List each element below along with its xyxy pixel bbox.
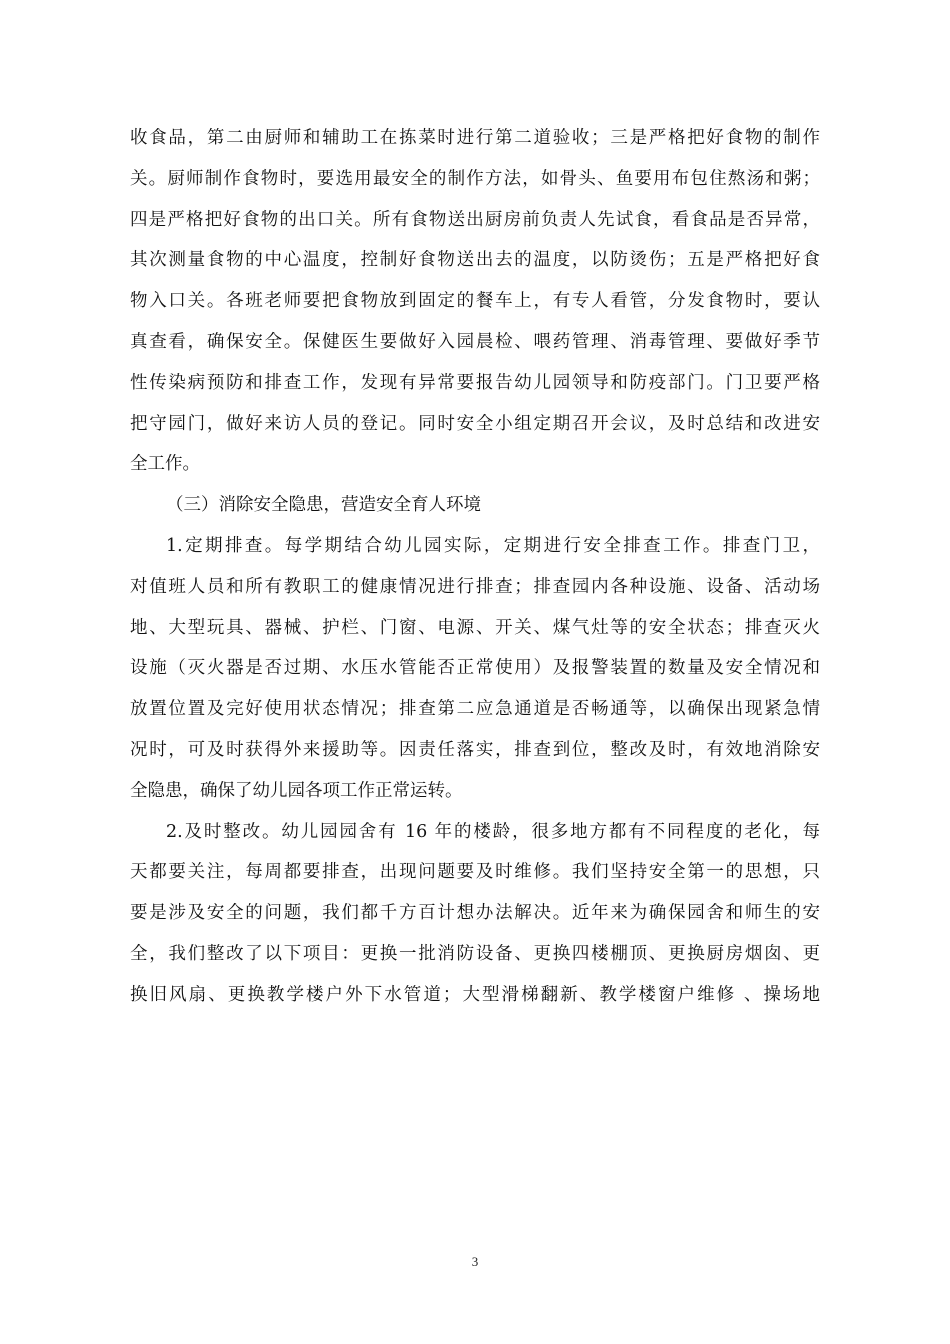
- text-line: 全隐患，确保了幼儿园各项工作正常运转。: [130, 780, 463, 801]
- text-line: 1.定期排查。每学期结合幼儿园实际，定期进行安全排查工作。排查门卫，: [166, 535, 820, 556]
- text-line: 换旧风扇、更换教学楼户外下水管道；大型滑梯翻新、教学楼窗户维修 、操场地: [130, 984, 820, 1005]
- text-line: 地、大型玩具、器械、护栏、门窗、电源、开关、煤气灶等的安全状态；排查灭火: [130, 617, 820, 638]
- text-line: 况时，可及时获得外来援助等。因责任落实，排查到位，整改及时，有效地消除安: [130, 739, 820, 760]
- text-line: 关。厨师制作食物时，要选用最安全的制作方法，如骨头、鱼要用布包住熬汤和粥；: [130, 168, 820, 189]
- text-line: 放置位置及完好使用状态情况；排查第二应急通道是否畅通等，以确保出现紧急情: [130, 699, 820, 720]
- section-heading: （三）消除安全隐患，营造安全育人环境: [166, 495, 481, 516]
- text-line: 物入口关。各班老师要把食物放到固定的餐车上，有专人看管，分发食物时，要认: [130, 291, 820, 312]
- document-body: [130, 118, 820, 1016]
- text-line: 全工作。: [130, 454, 200, 475]
- text-line: 2.及时整改。幼儿园园舍有 16 年的楼龄，很多地方都有不同程度的老化，每: [166, 821, 820, 842]
- text-line: 性传染病预防和排查工作，发现有异常要报告幼儿园领导和防疫部门。门卫要严格: [130, 372, 820, 393]
- text-line: 天都要关注，每周都要排查，出现问题要及时维修。我们坚持安全第一的思想，只: [130, 862, 820, 883]
- text-line: 全，我们整改了以下项目：更换一批消防设备、更换四楼棚顶、更换厨房烟囱、更: [130, 943, 820, 964]
- text-line: 要是涉及安全的问题，我们都千方百计想办法解决。近年来为确保园舍和师生的安: [130, 903, 820, 924]
- text-line: 真查看，确保安全。保健医生要做好入园晨检、喂药管理、消毒管理、要做好季节: [130, 331, 820, 352]
- text-line: 对值班人员和所有教职工的健康情况进行排查；排查园内各种设施、设备、活动场: [130, 576, 820, 597]
- text-line: 设施（灭火器是否过期、水压水管能否正常使用）及报警装置的数量及安全情况和: [130, 658, 820, 679]
- page-number: 3: [471, 1254, 479, 1269]
- text-line: 其次测量食物的中心温度，控制好食物送出去的温度，以防烫伤；五是严格把好食: [130, 250, 820, 271]
- text-line: 把守园门，做好来访人员的登记。同时安全小组定期召开会议，及时总结和改进安: [130, 413, 820, 434]
- text-line: 收食品，第二由厨师和辅助工在拣菜时进行第二道验收；三是严格把好食物的制作: [130, 128, 820, 148]
- text-line: 四是严格把好食物的出口关。所有食物送出厨房前负责人先试食，看食品是否异常，: [130, 209, 820, 230]
